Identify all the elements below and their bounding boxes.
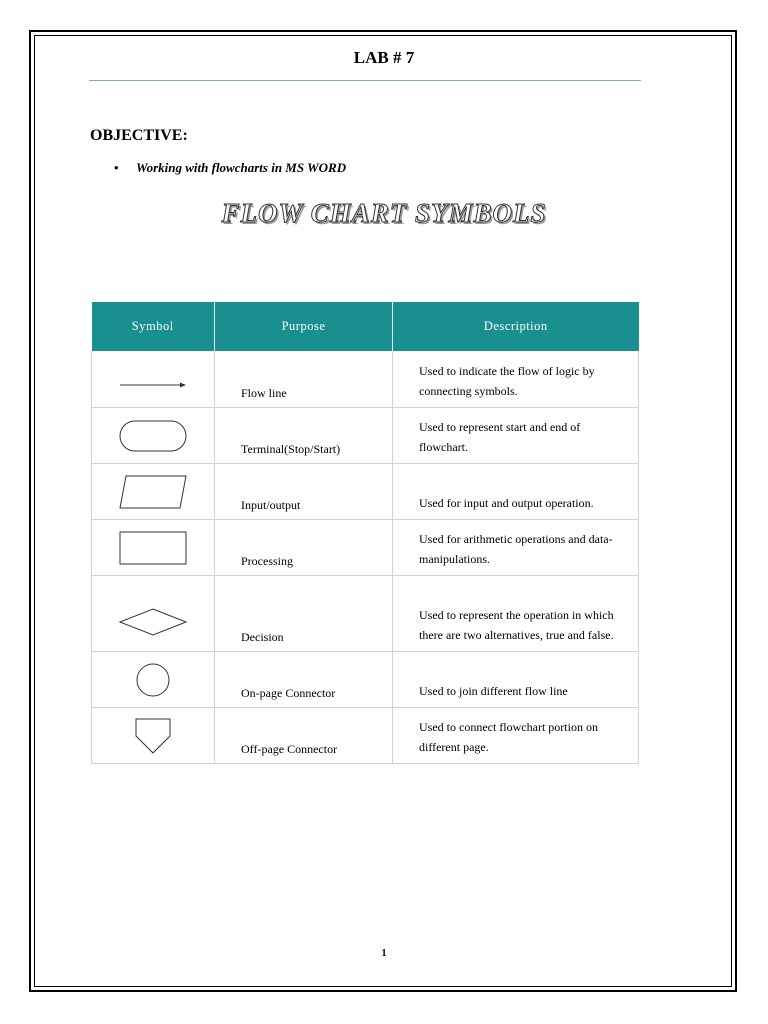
symbol-cell <box>92 576 215 652</box>
diamond-icon <box>118 607 188 637</box>
title-divider <box>89 80 641 81</box>
purpose-cell: Input/output <box>215 464 393 520</box>
table-row <box>92 652 639 708</box>
rectangle-icon <box>118 530 188 566</box>
purpose-cell: Decision <box>215 576 393 652</box>
circle-icon <box>133 661 173 699</box>
description-cell: Used to connect flowchart portion on different page. <box>393 708 639 764</box>
page-number: 1 <box>381 948 387 959</box>
lab-title: LAB # 7 <box>353 48 415 67</box>
symbol-cell <box>92 520 215 576</box>
header-purpose: Purpose <box>215 302 393 351</box>
objective-list <box>114 160 346 176</box>
table-row <box>92 464 639 520</box>
table-row <box>92 576 639 652</box>
table-row <box>92 520 639 576</box>
description-cell: Used to represent the operation in which there are two alternatives, true and false. <box>393 576 639 652</box>
objective-heading: OBJECTIVE: <box>90 127 188 144</box>
purpose-cell: Flow line <box>215 351 393 408</box>
bullet-icon: • <box>114 160 119 175</box>
table-row <box>92 708 639 764</box>
table-row <box>92 408 639 464</box>
description-cell: Used for arithmetic operations and data-manipulations. <box>393 520 639 576</box>
arrow-icon <box>118 369 188 389</box>
header-symbol: Symbol <box>92 302 215 351</box>
description-cell: Used to indicate the flow of logic by connecting symbols. <box>393 351 639 408</box>
symbol-cell <box>92 652 215 708</box>
symbol-cell <box>92 708 215 764</box>
description-cell: Used to represent start and end of flowchart. <box>393 408 639 464</box>
terminal-icon <box>118 418 188 454</box>
purpose-cell: Terminal(Stop/Start) <box>215 408 393 464</box>
description-cell: Used for input and output operation. <box>393 464 639 520</box>
symbol-cell <box>92 464 215 520</box>
symbol-cell <box>92 408 215 464</box>
table-header-row <box>92 302 639 351</box>
parallelogram-icon <box>118 474 188 510</box>
flowchart-symbols-table <box>91 302 639 764</box>
symbol-cell <box>92 351 215 408</box>
purpose-cell: On-page Connector <box>215 652 393 708</box>
table-row <box>92 351 639 408</box>
purpose-cell: Off-page Connector <box>215 708 393 764</box>
objective-item-text: Working with flowcharts in MS WORD <box>136 160 347 175</box>
pentagon-icon <box>133 716 173 756</box>
header-description: Description <box>393 302 639 351</box>
objective-item <box>114 160 346 176</box>
section-title: FLOW CHART SYMBOLS <box>221 198 547 228</box>
purpose-cell: Processing <box>215 520 393 576</box>
description-cell: Used to join different flow line <box>393 652 639 708</box>
